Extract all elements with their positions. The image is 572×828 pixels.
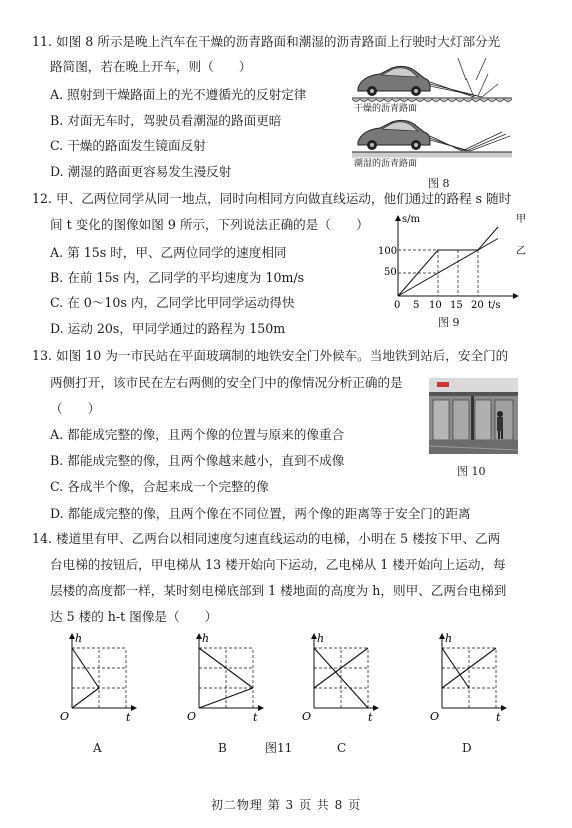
- figure-9-caption: 图 9: [438, 316, 460, 329]
- q14-stem-line3: 层楼的高度都一样，某时刻电梯底部到 1 楼地面的高度为 h，则甲、乙两台电梯到: [50, 583, 507, 598]
- x-tick-15: 15: [450, 300, 463, 311]
- q12-option-b: B. 在前 15s 内，乙同学的平均速度为 10m/s: [50, 270, 305, 285]
- figure-10-subway-platform-photo: [429, 378, 518, 454]
- x-tick-10: 10: [429, 300, 442, 311]
- q13-option-d: D. 都能成完整的像，且两个像在不同位置，两个像的距离等于安全门的距离: [50, 506, 471, 521]
- ht-graph-option-a: [60, 630, 138, 722]
- t-axis-label: t: [496, 711, 501, 722]
- wet-road-car-illustration: [358, 120, 430, 150]
- y-axis-label: s/m: [402, 214, 420, 225]
- q13-stem-line1: 13. 如图 10 为一市民站在平面玻璃制的地铁安全门外候车。当地铁到站后，安全门的: [32, 348, 509, 363]
- page-footer: 初二物理 第 3 页 共 8 页: [210, 798, 362, 812]
- q14-stem-line1: 14. 楼道里有甲、乙两台以相同速度匀速直线运动的电梯，小明在 5 楼按下甲、乙两: [32, 531, 501, 546]
- q12-option-c: C. 在 0～10s 内，乙同学比甲同学运动得快: [50, 295, 295, 310]
- dry-road-car-illustration: [358, 66, 430, 96]
- x-tick-5: 5: [413, 300, 420, 311]
- q11-option-d: D. 潮湿的路面更容易发生漫反射: [50, 164, 232, 179]
- y-tick-100: 100: [378, 246, 398, 257]
- q11-option-c: C. 干燥的路面发生镜面反射: [50, 138, 206, 153]
- series-yi-label: 乙: [516, 246, 526, 257]
- x-tick-20: 20: [471, 300, 484, 311]
- t-axis-label: t: [253, 711, 258, 722]
- t-axis-label: t: [126, 711, 131, 722]
- ht-graph-option-c: [302, 630, 380, 722]
- x-axis-label: t/s: [488, 300, 501, 311]
- q13-stem-line2: 两侧打开，该市民在左右两侧的安全门中的像情况分析正确的是: [50, 375, 403, 390]
- h-axis-label: h: [75, 632, 83, 645]
- wet-road-light-rays: [430, 132, 510, 151]
- wet-road-label: 潮湿的沥青路面: [354, 159, 418, 169]
- q14-option-d-label: D: [462, 741, 472, 755]
- q13-stem-line3: （ ）: [50, 401, 101, 416]
- figure-11-caption: 图11: [265, 741, 293, 755]
- q14-option-b-label: B: [218, 741, 227, 755]
- q11-option-a: A. 照射到干燥路面上的光不遵循光的反射定律: [50, 87, 307, 102]
- figure-8-caption: 图 8: [428, 177, 450, 190]
- q14-option-a-label: A: [93, 741, 102, 755]
- q14-stem-line4: 达 5 楼的 h-t 图像是（ ）: [50, 609, 218, 624]
- q12-stem-line1: 12. 甲、乙两位同学从同一地点，同时向相同方向做直线运动，他们通过的路程 s 随时: [32, 191, 512, 206]
- elevator-yi-line: [72, 688, 99, 708]
- ht-graph-option-d: [430, 630, 508, 722]
- origin-label: O: [430, 710, 440, 722]
- series-jia-label: 甲: [516, 214, 526, 225]
- figure-9-distance-time-chart: [368, 210, 533, 326]
- q12-option-a: A. 第 15s 时，甲、乙两位同学的速度相同: [50, 245, 287, 260]
- dry-road-label: 干燥的沥青路面: [354, 104, 418, 114]
- h-axis-label: h: [317, 632, 325, 645]
- origin-label: O: [187, 710, 197, 722]
- q14-option-c-label: C: [337, 741, 347, 755]
- q11-stem-line2: 路简图，若在晚上开车，则（ ）: [50, 59, 252, 74]
- h-axis-label: h: [202, 632, 210, 645]
- origin-label: O: [302, 710, 312, 722]
- h-axis-label: h: [445, 632, 453, 645]
- q12-option-d: D. 运动 20s，甲同学通过的路程为 150m: [50, 321, 286, 336]
- t-axis-label: t: [368, 711, 373, 722]
- q11-stem-line1: 11. 如图 8 所示是晚上汽车在干燥的沥青路面和潮湿的沥青路面上行驶时大灯部分光: [32, 34, 501, 49]
- q14-stem-line2: 台电梯的按钮后，甲电梯从 13 楼开始向下运动，乙电梯从 1 楼开始向上运动，每: [50, 557, 506, 572]
- y-tick-50: 50: [384, 267, 397, 278]
- origin-label: O: [60, 710, 70, 722]
- q11-option-b: B. 对面无车时，驾驶员看潮湿的路面更暗: [50, 113, 282, 128]
- q13-option-a: A. 都能成完整的像，且两个像的位置与原来的像重合: [50, 427, 345, 442]
- x-tick-0: 0: [394, 300, 401, 311]
- q12-stem-line2: 间 t 变化的图像如图 9 所示，下列说法正确的是（ ）: [50, 217, 369, 232]
- q13-option-b: B. 都能成完整的像，且两个像越来越小，直到不成像: [50, 453, 345, 468]
- q13-option-c: C. 各成半个像，合起来成一个完整的像: [50, 479, 269, 494]
- ht-graph-option-b: [187, 630, 265, 722]
- figure-8-road-diagram: [352, 58, 512, 173]
- dry-road-light-rays: [430, 58, 498, 97]
- series-line-jia: [398, 227, 498, 296]
- figure-10-caption: 图 10: [457, 465, 486, 478]
